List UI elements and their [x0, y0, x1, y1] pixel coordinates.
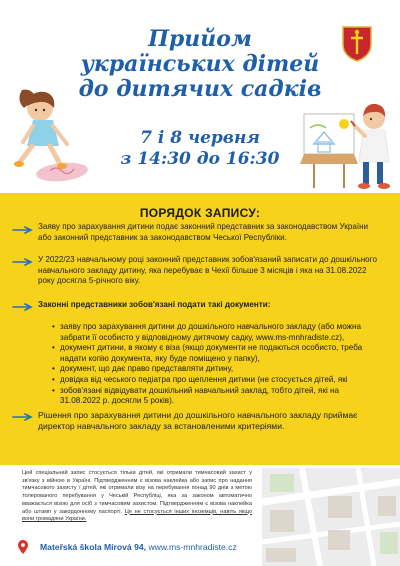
- list-item: • довідка від чеського педіатра про щеплення дитини (не стосується дітей, які: [52, 375, 370, 386]
- arrow-right-icon: [12, 303, 34, 311]
- title-line: до дитячих садків: [78, 76, 322, 102]
- notice-text: Цей спеціальний запис стосується тільки дітей, які отримали тимчасовий захист у зв'язку з війною в Україні. Підтвердженням є візова наклейка або запис про надання тимчасового захисту / дітей, які отримали візу на перебування понад 90 днів з метою толерованого перебування у Чеській Республіці, яка за законом автоматично вважається візою для осіб з тимчасовим захистом. Підтвердженням є візова наклейка або штамп у закордонному паспорті.: [22, 470, 252, 515]
- eligibility-notice: [22, 470, 252, 524]
- notice-underlined: Це не стосується інших іноземців, навіть якщо вони громадяни України.: [22, 508, 252, 523]
- event-time: з 14:30 до 16:30: [120, 149, 280, 169]
- event-days: 7 і 8 червня: [140, 128, 260, 148]
- school-address: [40, 542, 237, 552]
- location-map: [262, 468, 400, 566]
- arrow-right-icon: [12, 226, 34, 234]
- title-line: Прийом: [148, 26, 252, 52]
- map-pin-icon: [18, 540, 28, 554]
- decision-paragraph: Рішення про зарахування дитини до дошкільного навчального закладу приймає директор навчального закладу за встановленими критеріями.: [38, 410, 358, 431]
- footer: [18, 540, 258, 556]
- procedure-title: ПОРЯДОК ЗАПИСУ:: [139, 206, 261, 220]
- hero-section: [0, 0, 400, 193]
- list-item: • заяву про зарахування дитини до дошкільного навчального закладу (або можна забрати її особисто у відповідному дитячому садку, www.ms-mnhradiste.cz),: [52, 322, 370, 343]
- documents-heading: Законні представники зобов'язані подати такі документи:: [38, 300, 271, 309]
- procedure-paragraph-2: У 2022/23 навчальному році законний представник зобов'язаний записати до дошкільного навчального закладу дитину, яка перебуває в Чехії більше 3 місяців і яка на 31.08.2022 року досягла 5-річного віку.: [38, 255, 377, 286]
- list-item: • документ, що дає право представляти дитину,: [52, 364, 370, 375]
- title-line: українських дітей: [80, 51, 320, 77]
- coat-of-arms-icon: [340, 24, 374, 62]
- website-link[interactable]: www.ms-mnhradiste.cz: [148, 542, 237, 552]
- procedure-paragraph-1: Заяву про зарахування дитини подає законний представник за законодавством України або законний представник за законодавством Чеської Республіки.: [38, 222, 369, 242]
- address-text: Mateřská škola Mírová 94,: [40, 542, 147, 552]
- arrow-right-icon: [12, 413, 34, 421]
- list-item: • зобов'язані відвідувати дошкільний навчальний заклад, тобто дітей, які на 31.08.2022 р. досягли 5 років).: [52, 386, 370, 407]
- documents-list: [52, 322, 370, 407]
- girl-drawing-illustration: [10, 78, 102, 186]
- boy-painting-illustration: [300, 98, 396, 190]
- arrow-right-icon: [12, 258, 34, 266]
- list-item: • документ дитини, в якому є віза (якщо документи не подаються особисто, треба надати копію документа, яку буде поміщено у папку),: [52, 343, 370, 364]
